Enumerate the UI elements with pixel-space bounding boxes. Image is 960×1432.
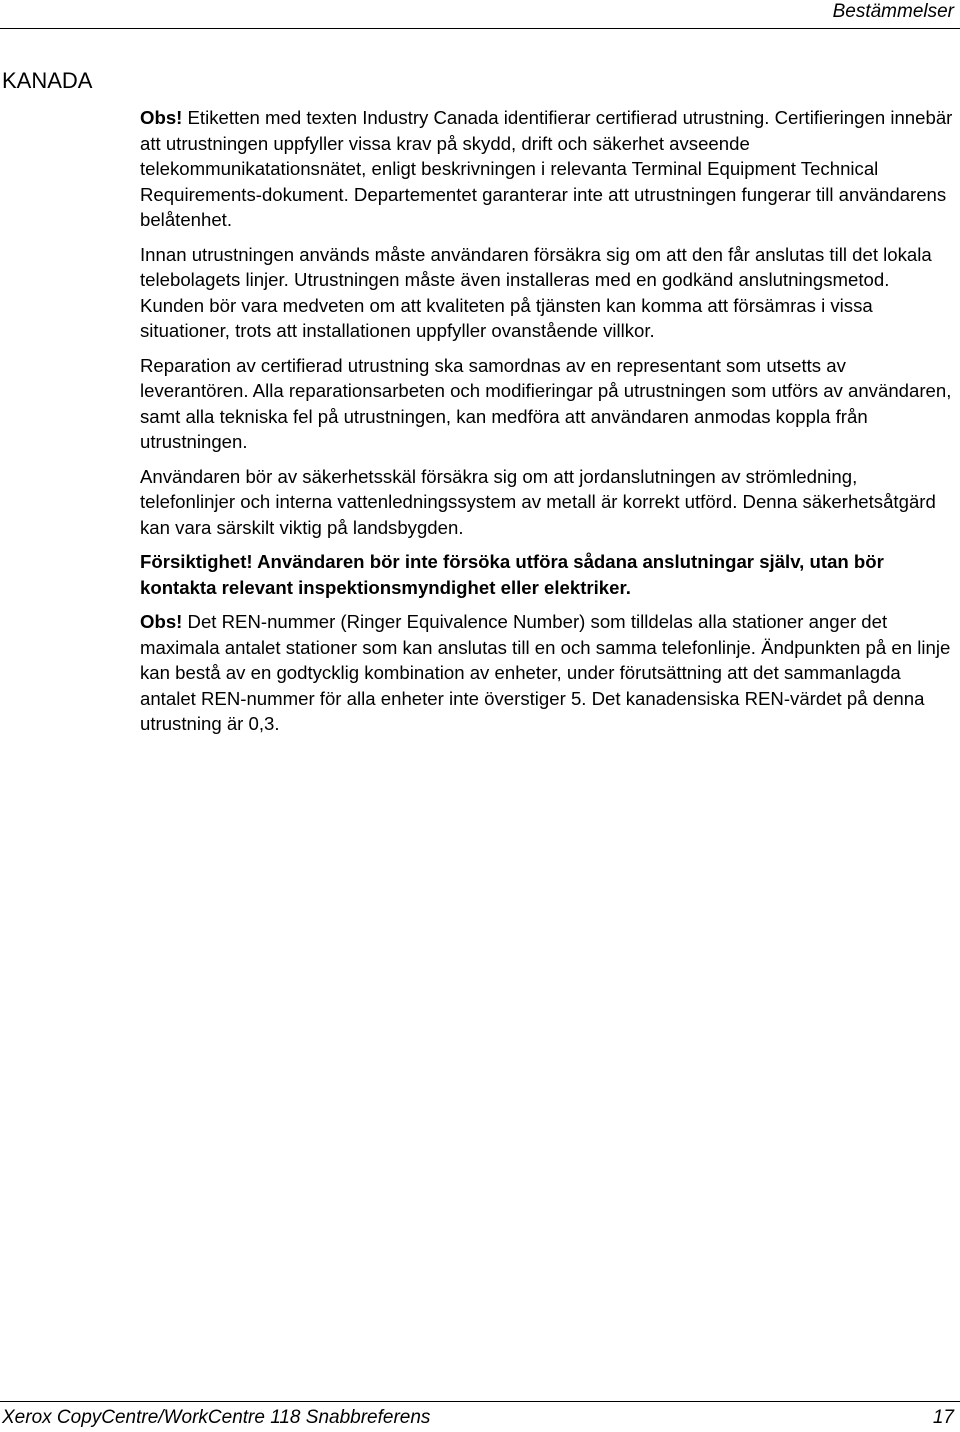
paragraph-text: Etiketten med texten Industry Canada identifierar certifierad utrustning. Certifieringen innebär att utrustningen uppfyller vissa krav på skydd, drift och säkerhet avseende telekommunikatationsnätet, enligt beskrivningen i relevanta Terminal Equipment Technical Requirements-dokument. Departementet garanterar inte att utrustningen fungerar till användarens belåtenhet. [140,107,953,230]
paragraph-grounding: Användaren bör av säkerhetsskäl försäkra sig om att jordanslutningen av strömledning, telefonlinjer och interna vattenledningssystem av metall är korrekt utförd. Denna säkerhetsåtgärd kan vara särskilt viktig på landsbygden. [140,465,936,538]
paragraph-connection: Innan utrustningen används måste användaren försäkra sig om att den får anslutas till det lokala telebolagets linjer. Utrustningen måste även installeras med en godkänd anslutningsmetod. Kunden bör vara medveten om att kvaliteten på tjänsten kan komma att försämras i vissa situationer, trots att installationen uppfyller ovanstående villkor. [140,243,932,341]
paragraph-caution [140,549,956,600]
caution-label: Försiktighet! [140,551,253,572]
obs-label: Obs! [140,611,183,632]
obs-label: Obs! [140,107,183,128]
page-number: 17 [932,1407,954,1428]
paragraph-repair: Reparation av certifierad utrustning ska samordnas av en representant som utsetts av leverantören. Alla reparationsarbeten och modifieringar på utrustningen som utförs av användaren, samt alla tekniska fel på utrustningen, kan medföra att användaren anmodas koppla från utrustningen. [140,354,952,452]
footer-title: Xerox CopyCentre/WorkCentre 118 Snabbreferens [2,1407,431,1428]
running-header-title: Bestämmelser [832,1,954,22]
body-content [140,105,956,746]
paragraph-text: Det REN-nummer (Ringer Equivalence Number) som tilldelas alla stationer anger det maximala antalet stationer som kan anslutas till en och samma telefonlinje. Ändpunkten på en linje kan bestå av en godtycklig kombination av enheter, under förutsättning att det sammanlagda antalet REN-nummer för alla enheter inte överstiger 5. Det kanadensiska REN-värdet på denna utrustning är 0,3. [140,611,951,734]
paragraph-obs-ren [140,609,956,737]
section-heading: KANADA [2,68,93,93]
paragraph-text: Användaren bör inte försöka utföra sådana anslutningar själv, utan bör kontakta relevant inspektionsmyndighet eller elektriker. [140,551,884,598]
footer-divider [0,1401,960,1402]
paragraph-obs-certification [140,105,956,233]
header-divider [0,28,960,29]
